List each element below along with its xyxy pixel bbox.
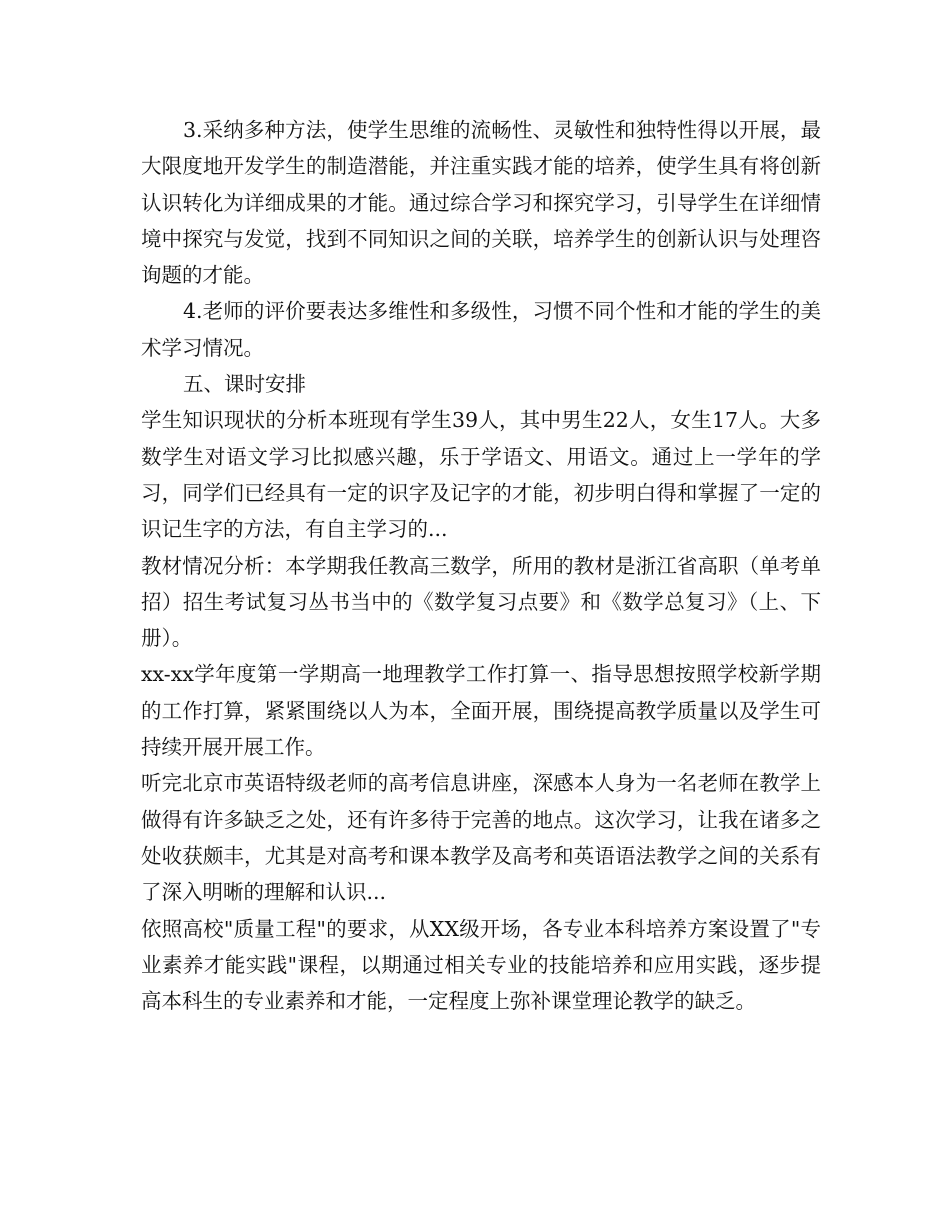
- paragraph-english-lecture: 听完北京市英语特级老师的高考信息讲座，深感本人身为一名老师在教学上做得有许多缺乏之处，还有许多待于完善的地点。这次学习，让我在诸多之处收获颇丰，尤其是对高考和课本教学及高考和英语语法教学之间的关系有了深入明晰的理解和认识...: [141, 771, 821, 905]
- paragraph-quality-project: 依照高校"质量工程"的要求，从XX级开场，各专业本科培养方案设置了"专业素养才能实践"课程，以期通过相关专业的技能培养和应用实践，逐步提高本科生的专业素养和才能，一定程度上弥补课堂理论教学的缺乏。: [141, 916, 821, 1014]
- paragraph-evaluation-4: 4.老师的评价要表达多维性和多级性，习惯不同个性和才能的学生的美术学习情况。: [141, 299, 821, 360]
- paragraph-textbook-analysis: 教材情况分析：本学期我任教高三数学，所用的教材是浙江省高职（单考单招）招生考试复习丛书当中的《数学复习点要》和《数学总复习》（上、下册）。: [141, 553, 821, 651]
- section-heading-schedule: 五、课时安排: [183, 372, 306, 397]
- paragraph-method-3: 3.采纳多种方法，使学生思维的流畅性、灵敏性和独特性得以开展，最大限度地开发学生的制造潜能，并注重实践才能的培养，使学生具有将创新认识转化为详细成果的才能。通过综合学习和探究学习，引导学生在详细情境中探究与发觉，找到不同知识之间的关联，培养学生的创新认识与处理咨询题的才能。: [141, 118, 821, 288]
- paragraph-student-analysis: 学生知识现状的分析本班现有学生39人，其中男生22人，女生17人。大多数学生对语文学习比拟感兴趣，乐于学语文、用语文。通过上一学年的学习，同学们已经具有一定的识字及记字的才能，初步明白得和掌握了一定的识记生字的方法，有自主学习的...: [141, 408, 821, 542]
- paragraph-geography-plan: xx-xx学年度第一学期高一地理教学工作打算一、指导思想按照学校新学期的工作打算，紧紧围绕以人为本，全面开展，围绕提高教学质量以及学生可持续开展开展工作。: [141, 662, 821, 760]
- document-body: [141, 112, 821, 1019]
